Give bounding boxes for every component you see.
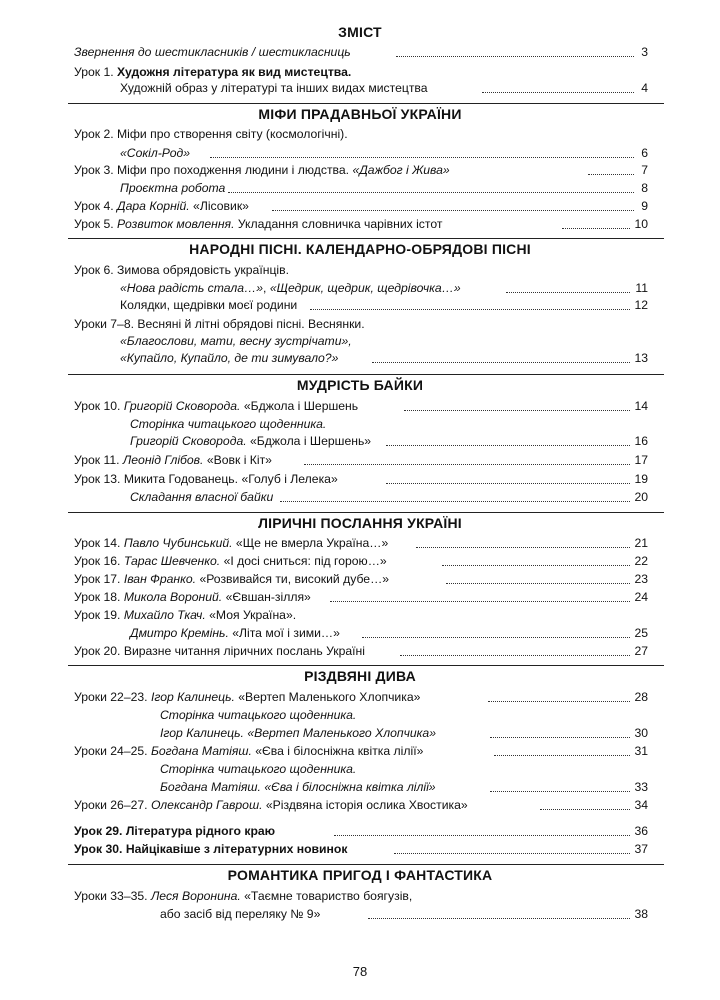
leader-dots bbox=[372, 362, 630, 363]
leader-dots bbox=[386, 483, 630, 484]
toc-entry-lesson-17[interactable]: Урок 17. Іван Франко. «Розвивайся ти, високий дубе…» 23 bbox=[74, 572, 648, 586]
toc-entry-lesson-6-carols[interactable]: Колядки, щедрівки моєї родини 12 bbox=[120, 298, 648, 312]
intro-text: Звернення до шестикласників / шестикласниць bbox=[74, 45, 351, 59]
toc-entry-lesson-30[interactable]: Урок 30. Найцікавіше з літературних новинок 37 bbox=[74, 842, 648, 856]
section-rule bbox=[68, 103, 664, 104]
leader-dots bbox=[228, 192, 634, 193]
leader-dots bbox=[540, 809, 630, 810]
leader-dots bbox=[416, 547, 630, 548]
toc-entry-lesson-20[interactable]: Урок 20. Виразне читання ліричних послань Україні 27 bbox=[74, 644, 648, 658]
toc-entry-lessons-22-23-sub[interactable]: Ігор Калинець. «Вертеп Маленького Хлопчика» 30 bbox=[160, 726, 648, 740]
section-heading-folk: НАРОДНІ ПІСНІ. КАЛЕНДАРНО-ОБРЯДОВІ ПІСНІ bbox=[189, 241, 531, 257]
leader-dots bbox=[404, 410, 630, 411]
toc-entry-lesson-29[interactable]: Урок 29. Література рідного краю 36 bbox=[74, 824, 648, 838]
section-rule bbox=[68, 238, 664, 239]
section-rule bbox=[68, 374, 664, 375]
toc-entry-lesson-1-sub[interactable]: Художній образ у літературі та інших видах мистецтва 4 bbox=[120, 81, 648, 95]
leader-dots bbox=[446, 583, 630, 584]
leader-dots bbox=[210, 157, 634, 158]
leader-dots bbox=[562, 228, 630, 229]
leader-dots bbox=[494, 755, 630, 756]
leader-dots bbox=[368, 918, 630, 919]
leader-dots bbox=[362, 637, 630, 638]
toc-entry-lesson-11[interactable]: Урок 11. Леонід Глібов. «Вовк і Кіт» 17 bbox=[74, 453, 648, 467]
leader-dots bbox=[330, 601, 630, 602]
leader-dots bbox=[400, 655, 630, 656]
toc-entry-lessons-26-27[interactable]: Уроки 26–27. Олександр Гаврош. «Різдвяна історія ослика Хвостика» 34 bbox=[74, 798, 648, 812]
leader-dots bbox=[588, 174, 634, 175]
toc-entry-lesson-19-sub[interactable]: Дмитро Кремінь. «Літа мої і зими…» 25 bbox=[130, 626, 648, 640]
toc-entry-lesson-3[interactable]: Урок 3. Міфи про походження людини і людства. «Дажбог і Жива» 7 bbox=[74, 163, 648, 177]
leader-dots bbox=[490, 791, 630, 792]
section-rule bbox=[68, 665, 664, 666]
toc-entry-lessons-22-23-diary[interactable]: Сторінка читацького щоденника. bbox=[160, 708, 357, 722]
toc-entry-lesson-16[interactable]: Урок 16. Тарас Шевченко. «І досі сниться: під горою…» 22 bbox=[74, 554, 648, 568]
section-heading-christmas: РІЗДВЯНІ ДИВА bbox=[304, 668, 416, 684]
leader-dots bbox=[506, 292, 630, 293]
toc-entry-lesson-18[interactable]: Урок 18. Микола Вороний. «Євшан-зілля» 24 bbox=[74, 590, 648, 604]
toc-entry-lessons-33-35[interactable]: Уроки 33–35. Леся Воронина. «Таємне товариство боягузів, bbox=[74, 889, 413, 903]
toc-entry-lesson-13[interactable]: Урок 13. Микита Годованець. «Голуб і Лелека» 19 bbox=[74, 472, 648, 486]
leader-dots bbox=[310, 309, 630, 310]
toc-entry-lesson-13-sub[interactable]: Складання власної байки 20 bbox=[130, 490, 648, 504]
leader-dots bbox=[334, 835, 630, 836]
section-heading-adventure: РОМАНТИКА ПРИГОД І ФАНТАСТИКА bbox=[227, 867, 493, 883]
toc-entry-lesson-10-diary[interactable]: Сторінка читацького щоденника. bbox=[130, 417, 327, 431]
toc-entry-lessons-24-25[interactable]: Уроки 24–25. Богдана Матіяш. «Єва і білосніжна квітка лілії» 31 bbox=[74, 744, 648, 758]
toc-entry-lesson-10-sub[interactable]: Григорій Сковорода. «Бджола і Шершень» 16 bbox=[130, 434, 648, 448]
leader-dots bbox=[386, 445, 630, 446]
toc-entry-lessons-24-25-diary[interactable]: Сторінка читацького щоденника. bbox=[160, 762, 357, 776]
leader-dots bbox=[272, 210, 634, 211]
toc-entry-lesson-2-sub[interactable]: «Сокіл-Род» 6 bbox=[120, 146, 648, 160]
leader-dots bbox=[304, 464, 630, 465]
page-ref: 3 bbox=[641, 45, 648, 59]
section-heading-lyric: ЛІРИЧНІ ПОСЛАННЯ УКРАЇНІ bbox=[258, 515, 462, 531]
section-rule bbox=[68, 512, 664, 513]
toc-entry-lesson-14[interactable]: Урок 14. Павло Чубинський. «Ще не вмерла Україна…» 21 bbox=[74, 536, 648, 550]
leader-dots bbox=[396, 56, 634, 57]
toc-entry-lessons-33-35-sub[interactable]: або засіб від переляку № 9» 38 bbox=[160, 907, 648, 921]
toc-entry-lesson-1[interactable]: Урок 1. Художня література як вид мистецтва. bbox=[74, 65, 352, 79]
toc-entry-lesson-6-songs[interactable]: «Нова радість стала…», «Щедрик, щедрик, щедрівочка…» 11 bbox=[120, 281, 648, 295]
section-heading-fables: МУДРІСТЬ БАЙКИ bbox=[296, 377, 424, 393]
toc-entry-lesson-19[interactable]: Урок 19. Михайло Ткач. «Моя Україна». bbox=[74, 608, 297, 622]
section-heading-myths: МІФИ ПРАДАВНЬОЇ УКРАЇНИ bbox=[258, 106, 462, 122]
toc-entry-project[interactable]: Проєктна робота 8 bbox=[120, 181, 648, 195]
leader-dots bbox=[394, 853, 630, 854]
toc-entry-lesson-6[interactable]: Урок 6. Зимова обрядовість українців. bbox=[74, 263, 289, 277]
toc-entry-lessons-24-25-sub[interactable]: Богдана Матіяш. «Єва і білосніжна квітка лілії» 33 bbox=[160, 780, 648, 794]
leader-dots bbox=[280, 501, 630, 502]
toc-heading: ЗМІСТ bbox=[338, 24, 382, 40]
toc-entry-lessons-22-23[interactable]: Уроки 22–23. Ігор Калинець. «Вертеп Маленького Хлопчика» 28 bbox=[74, 690, 648, 704]
toc-entry-lessons-7-8[interactable]: Уроки 7–8. Весняні й літні обрядові пісні. Веснянки. bbox=[74, 317, 365, 331]
leader-dots bbox=[490, 737, 630, 738]
toc-entry-intro[interactable] bbox=[74, 44, 648, 60]
leader-dots bbox=[442, 565, 630, 566]
section-rule bbox=[68, 864, 664, 865]
toc-entry-lesson-2[interactable]: Урок 2. Міфи про створення світу (космологічні). bbox=[74, 127, 348, 141]
toc-entry-lesson-5[interactable]: Урок 5. Розвиток мовлення. Укладання словничка чарівних істот 10 bbox=[74, 217, 648, 231]
toc-entry-lessons-7-8-sub1[interactable]: «Благослови, мати, весну зустрічати», bbox=[120, 334, 352, 348]
leader-dots bbox=[488, 701, 630, 702]
toc-entry-lesson-10[interactable]: Урок 10. Григорій Сковорода. «Бджола і Шершень 14 bbox=[74, 399, 648, 413]
page-number: 78 bbox=[352, 964, 368, 979]
leader-dots bbox=[482, 92, 634, 93]
toc-entry-lesson-4[interactable]: Урок 4. Дара Корній. «Лісовик» 9 bbox=[74, 199, 648, 213]
toc-entry-lessons-7-8-sub2[interactable]: «Купайло, Купайло, де ти зимувало?» 13 bbox=[120, 351, 648, 365]
